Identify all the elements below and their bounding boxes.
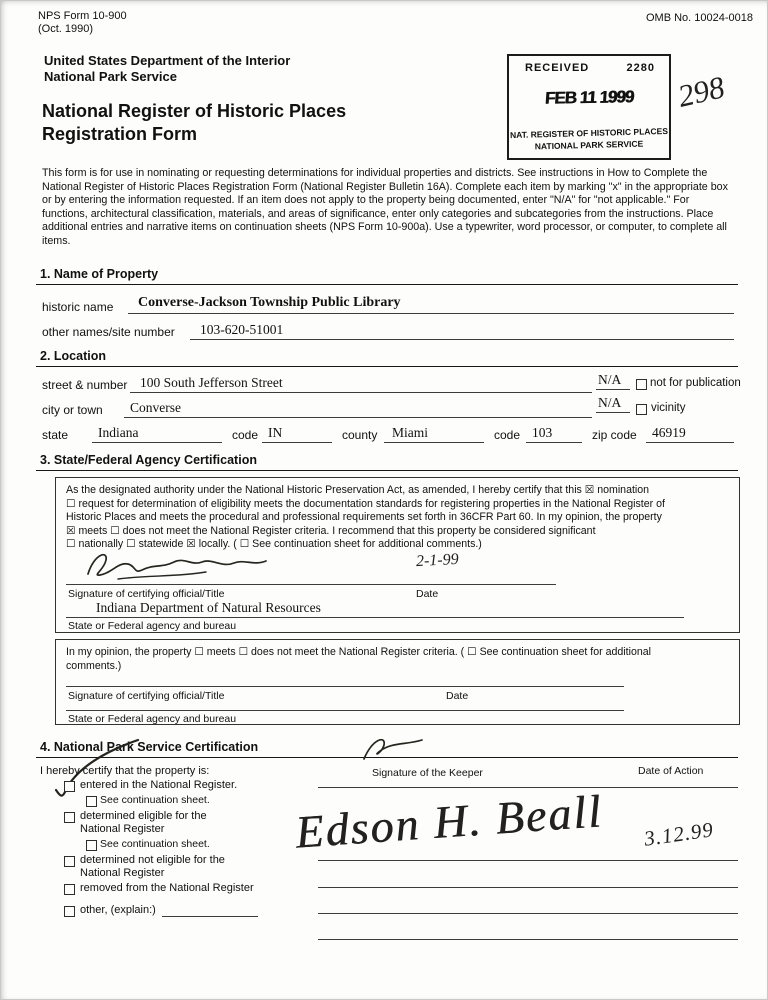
date-of-action-value: 3.12.99 [642, 817, 716, 851]
cert-line-2: ☐ request for determination of eligibility meets the documentation standards for registering properties in the National Register of [66, 497, 665, 510]
county-label: county [342, 428, 378, 442]
dept-line-1: United States Department of the Interior [44, 53, 291, 68]
stamp-org-1: NAT. REGISTER OF HISTORIC PLACES [509, 125, 669, 141]
form-title-2: Registration Form [42, 124, 198, 144]
certification2-text [66, 646, 728, 673]
blank-line [318, 913, 738, 914]
field-underline [596, 412, 630, 413]
code1-label: code [232, 428, 259, 442]
stamp-org-2: NATIONAL PARK SERVICE [534, 138, 644, 152]
agency-line [66, 617, 684, 618]
field-underline [384, 442, 484, 443]
stamp-received-number: 2280 [626, 62, 655, 74]
field-underline [190, 339, 734, 340]
street-na-value: N/A [598, 372, 622, 387]
field-underline [526, 442, 582, 443]
determined-eligible-label: determined eligible for the National Register [80, 810, 207, 835]
other-names-label: other names/site number [42, 325, 175, 339]
field-underline [92, 442, 222, 443]
state-label: state [42, 428, 69, 442]
omb-number: OMB No. 10024-0018 [646, 12, 754, 24]
city-label: city or town [42, 403, 103, 417]
county-value: Miami [392, 425, 428, 440]
nps-cert-intro: I hereby certify that the property is: [40, 765, 210, 777]
cert1-date-label: Date [416, 588, 439, 600]
cert-line-5: ☐ nationally ☐ statewide ☒ locally. ( ☐ See continuation sheet for additional comments.) [66, 538, 482, 550]
cert1-agency-label: State or Federal agency and bureau [68, 620, 237, 632]
state-value: Indiana [98, 425, 139, 440]
blank-line [318, 887, 738, 888]
field-underline [128, 313, 734, 314]
signature-line [66, 584, 556, 585]
see-continuation2-checkbox [86, 840, 97, 851]
cert-line-1: As the designated authority under the National Historic Preservation Act, as amended, I hereby certify that this ☒ nomination [66, 484, 650, 496]
date-of-action-label: Date of Action [638, 765, 704, 777]
federal-certification-box [55, 639, 740, 725]
certification-text [66, 484, 728, 552]
determined-not-eligible-checkbox [64, 856, 75, 867]
field-underline [124, 417, 592, 418]
section3-header: 3. State/Federal Agency Certification [36, 451, 738, 471]
form-title-1: National Register of Historic Places [42, 101, 347, 121]
historic-name-value: Converse-Jackson Township Public Library [138, 295, 401, 310]
cert-line-3: Historic Places and meets the procedural and professional requirements set forth in 36CFR Part 60. In my opinion, the property [66, 511, 662, 523]
determined-eligible-checkbox [64, 812, 75, 823]
blank-line [318, 939, 738, 940]
entered-label: entered in the National Register. [80, 779, 238, 791]
stamp-received-label: RECEIVED [525, 62, 590, 74]
cert1-signature-label: Signature of certifying official/Title [68, 588, 225, 600]
cert2-date-label: Date [446, 690, 469, 702]
section2-header: 2. Location [36, 347, 738, 367]
city-na-value: N/A [598, 395, 622, 410]
code2-label: code [494, 428, 521, 442]
see-continuation2-label: See continuation sheet. [100, 838, 210, 850]
keeper-flourish [358, 733, 428, 765]
instructions-paragraph: This form is for use in nominating or requesting determinations for individual properties and districts. See instructions in How to Complete the National Register of Historic Places Registration Form (National Register Bulletin 16A). Complete each item by marking "x" in the appropriate box or by entering the information requested. If an item does not apply to the property being documented, enter "N/A" for "not applicable." For functions, architectural classification, materials, and areas of significance, enter only categories and subcategories from the instructions. Place additional entries and narrative items on continuation sheets (NPS Form 10-900a). Use a typewriter, word processor, or computer, to complete all items. [42, 167, 728, 247]
cert2-line-1: In my opinion, the property ☐ meets ☐ does not meet the National Register criteria. ( ☐ See continuation sheet for additional [66, 646, 651, 658]
vicinity-checkbox [636, 404, 647, 415]
code2-value: 103 [532, 425, 553, 440]
field-underline [646, 442, 734, 443]
removed-label: removed from the National Register [80, 882, 254, 894]
historic-name-label: historic name [42, 300, 114, 314]
form-number: NPS Form 10-900 [38, 10, 127, 22]
received-stamp [507, 54, 671, 160]
zip-value: 46919 [652, 425, 686, 440]
entered-checkbox [64, 781, 75, 792]
agency-value: Indiana Department of Natural Resources [96, 600, 321, 615]
removed-checkbox [64, 884, 75, 895]
state-certification-box [55, 477, 740, 633]
section1-header: 1. Name of Property [36, 265, 738, 285]
code1-value: IN [268, 425, 283, 440]
other-names-value: 103-620-51001 [200, 322, 284, 337]
not-for-publication-label: not for publication [650, 377, 741, 389]
field-underline [262, 442, 332, 443]
agency-line [66, 710, 624, 711]
other-label: other, (explain:) [80, 904, 156, 916]
blank-line [318, 860, 738, 861]
field-underline [130, 392, 592, 393]
cert-line-4: ☒ meets ☐ does not meet the National Register criteria. I recommend that this property be considered significant [66, 524, 596, 537]
see-continuation-checkbox [86, 796, 97, 807]
cert2-signature-label: Signature of certifying official/Title [68, 690, 225, 702]
city-value: Converse [130, 400, 181, 415]
street-label: street & number [42, 378, 128, 392]
stamp-date: FEB 11 1999 [544, 87, 634, 108]
other-explain-line [162, 916, 258, 917]
certifying-official-signature [84, 548, 314, 584]
not-for-publication-checkbox [636, 379, 647, 390]
cert2-line-2: comments.) [66, 659, 122, 672]
other-checkbox [64, 906, 75, 917]
keeper-line [318, 787, 738, 788]
keeper-signature-label: Signature of the Keeper [372, 767, 483, 779]
zip-label: zip code [592, 428, 637, 442]
dept-line-2: National Park Service [44, 69, 177, 84]
determined-not-eligible-label: determined not eligible for the National Register [80, 854, 225, 879]
handwritten-number: 298 [674, 69, 728, 114]
section4-header: 4. National Park Service Certification [36, 738, 738, 758]
keeper-signature: Edson H. Beall [293, 785, 605, 858]
field-underline [596, 389, 630, 390]
signature-line [66, 686, 624, 687]
cert2-agency-label: State or Federal agency and bureau [68, 713, 237, 725]
certification-date-value: 2-1-99 [415, 550, 460, 571]
street-value: 100 South Jefferson Street [140, 375, 283, 390]
form-number-block [38, 10, 127, 36]
vicinity-label: vicinity [651, 402, 686, 414]
see-continuation-label: See continuation sheet. [100, 794, 210, 806]
form-revision: (Oct. 1990) [38, 23, 94, 35]
